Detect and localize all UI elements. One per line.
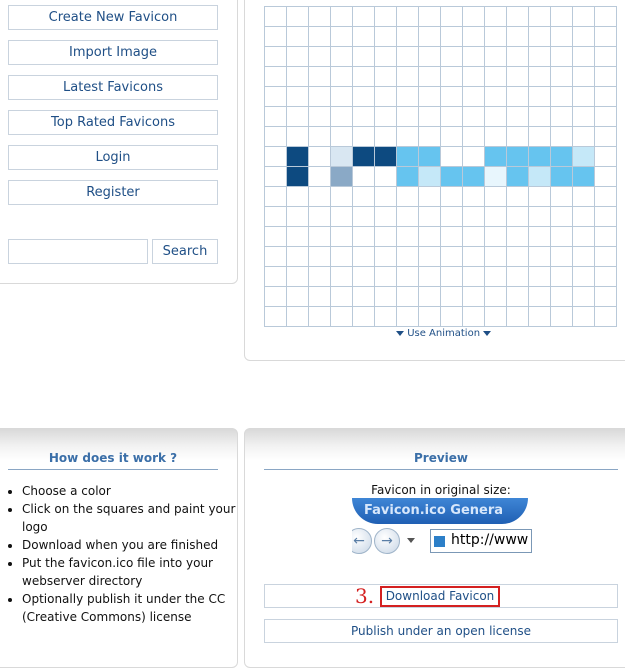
grid-cell[interactable] <box>375 287 397 307</box>
grid-cell[interactable] <box>309 27 331 47</box>
grid-cell[interactable] <box>507 27 529 47</box>
grid-cell[interactable] <box>595 267 617 287</box>
grid-cell[interactable] <box>529 287 551 307</box>
grid-cell[interactable] <box>507 167 529 187</box>
grid-cell[interactable] <box>463 107 485 127</box>
grid-cell[interactable] <box>353 167 375 187</box>
grid-cell[interactable] <box>331 167 353 187</box>
grid-cell[interactable] <box>353 27 375 47</box>
grid-cell[interactable] <box>287 107 309 127</box>
grid-cell[interactable] <box>485 287 507 307</box>
grid-cell[interactable] <box>485 207 507 227</box>
grid-cell[interactable] <box>463 227 485 247</box>
grid-cell[interactable] <box>265 127 287 147</box>
grid-cell[interactable] <box>287 267 309 287</box>
grid-cell[interactable] <box>551 107 573 127</box>
grid-cell[interactable] <box>441 27 463 47</box>
grid-cell[interactable] <box>397 207 419 227</box>
grid-cell[interactable] <box>309 107 331 127</box>
grid-cell[interactable] <box>463 287 485 307</box>
grid-cell[interactable] <box>331 207 353 227</box>
grid-cell[interactable] <box>595 47 617 67</box>
history-dropdown-icon <box>407 538 415 543</box>
grid-cell[interactable] <box>397 167 419 187</box>
grid-cell[interactable] <box>419 307 441 327</box>
grid-cell[interactable] <box>265 187 287 207</box>
grid-cell[interactable] <box>375 267 397 287</box>
grid-cell[interactable] <box>595 127 617 147</box>
grid-cell[interactable] <box>595 67 617 87</box>
grid-cell[interactable] <box>595 307 617 327</box>
step-marker: 3. <box>355 584 375 608</box>
grid-cell[interactable] <box>441 287 463 307</box>
grid-cell[interactable] <box>419 27 441 47</box>
grid-cell[interactable] <box>309 167 331 187</box>
use-animation-toggle[interactable] <box>396 328 491 339</box>
grid-cell[interactable] <box>485 307 507 327</box>
grid-cell[interactable] <box>287 227 309 247</box>
grid-cell[interactable] <box>309 67 331 87</box>
grid-cell[interactable] <box>485 247 507 267</box>
grid-cell[interactable] <box>507 287 529 307</box>
grid-cell[interactable] <box>287 307 309 327</box>
grid-cell[interactable] <box>551 147 573 167</box>
grid-cell[interactable] <box>441 47 463 67</box>
grid-cell[interactable] <box>595 187 617 207</box>
grid-cell[interactable] <box>551 287 573 307</box>
grid-cell[interactable] <box>529 47 551 67</box>
grid-cell[interactable] <box>441 187 463 207</box>
grid-cell[interactable] <box>309 127 331 147</box>
grid-cell[interactable] <box>463 167 485 187</box>
grid-cell[interactable] <box>595 87 617 107</box>
step-item: • Click on the squares and paint your logo <box>22 500 244 536</box>
grid-cell[interactable] <box>485 27 507 47</box>
grid-cell[interactable] <box>551 267 573 287</box>
grid-cell[interactable] <box>309 187 331 207</box>
grid-cell[interactable] <box>375 167 397 187</box>
grid-cell[interactable] <box>397 227 419 247</box>
grid-cell[interactable] <box>287 167 309 187</box>
grid-cell[interactable] <box>507 67 529 87</box>
grid-cell[interactable] <box>551 127 573 147</box>
grid-cell[interactable] <box>463 147 485 167</box>
grid-cell[interactable] <box>375 147 397 167</box>
grid-cell[interactable] <box>463 247 485 267</box>
grid-cell[interactable] <box>397 87 419 107</box>
grid-cell[interactable] <box>353 107 375 127</box>
grid-cell[interactable] <box>441 227 463 247</box>
grid-cell[interactable] <box>397 287 419 307</box>
grid-cell[interactable] <box>529 187 551 207</box>
grid-cell[interactable] <box>353 187 375 207</box>
grid-cell[interactable] <box>287 127 309 147</box>
grid-cell[interactable] <box>551 247 573 267</box>
grid-cell[interactable] <box>331 267 353 287</box>
grid-cell[interactable] <box>397 147 419 167</box>
latest-favicons-button[interactable]: Latest Favicons <box>8 75 218 100</box>
address-bar <box>430 529 532 553</box>
grid-cell[interactable] <box>397 247 419 267</box>
grid-cell[interactable] <box>309 227 331 247</box>
grid-cell[interactable] <box>375 307 397 327</box>
grid-cell[interactable] <box>419 227 441 247</box>
how-it-works-title: How does it work ? <box>8 448 218 470</box>
step-item: • Optionally publish it under the CC (Creative Commons) license <box>22 590 244 626</box>
grid-cell[interactable] <box>551 47 573 67</box>
grid-cell[interactable] <box>397 187 419 207</box>
grid-cell[interactable] <box>375 7 397 27</box>
grid-cell[interactable] <box>331 147 353 167</box>
grid-cell[interactable] <box>419 67 441 87</box>
grid-cell[interactable] <box>595 107 617 127</box>
grid-cell[interactable] <box>265 87 287 107</box>
grid-cell[interactable] <box>397 267 419 287</box>
grid-cell[interactable] <box>375 47 397 67</box>
grid-cell[interactable] <box>419 247 441 267</box>
grid-cell[interactable] <box>265 307 287 327</box>
forward-arrow-icon: → <box>381 533 393 549</box>
grid-cell[interactable] <box>265 107 287 127</box>
create-new-favicon-button[interactable]: Create New Favicon <box>8 5 218 30</box>
import-image-button[interactable]: Import Image <box>8 40 218 65</box>
grid-cell[interactable] <box>397 47 419 67</box>
grid-cell[interactable] <box>507 227 529 247</box>
grid-cell[interactable] <box>287 147 309 167</box>
grid-cell[interactable] <box>551 87 573 107</box>
grid-cell[interactable] <box>419 47 441 67</box>
grid-cell[interactable] <box>309 287 331 307</box>
grid-cell[interactable] <box>507 147 529 167</box>
grid-cell[interactable] <box>507 107 529 127</box>
grid-cell[interactable] <box>463 7 485 27</box>
grid-cell[interactable] <box>375 107 397 127</box>
grid-cell[interactable] <box>529 87 551 107</box>
grid-cell[interactable] <box>397 27 419 47</box>
grid-cell[interactable] <box>529 7 551 27</box>
grid-cell[interactable] <box>573 107 595 127</box>
grid-cell[interactable] <box>265 27 287 47</box>
search-button[interactable]: Search <box>152 239 218 264</box>
grid-cell[interactable] <box>287 47 309 67</box>
grid-cell[interactable] <box>375 247 397 267</box>
grid-cell[interactable] <box>309 7 331 27</box>
grid-cell[interactable] <box>441 107 463 127</box>
grid-cell[interactable] <box>419 87 441 107</box>
grid-cell[interactable] <box>265 7 287 27</box>
grid-cell[interactable] <box>595 27 617 47</box>
grid-cell[interactable] <box>353 267 375 287</box>
grid-cell[interactable] <box>265 147 287 167</box>
grid-cell[interactable] <box>375 67 397 87</box>
grid-cell[interactable] <box>375 207 397 227</box>
grid-cell[interactable] <box>265 287 287 307</box>
grid-cell[interactable] <box>573 67 595 87</box>
grid-cell[interactable] <box>353 47 375 67</box>
search-input[interactable] <box>8 239 148 264</box>
grid-cell[interactable] <box>331 47 353 67</box>
grid-cell[interactable] <box>595 247 617 267</box>
grid-cell[interactable] <box>287 27 309 47</box>
grid-cell[interactable] <box>595 167 617 187</box>
grid-cell[interactable] <box>287 87 309 107</box>
grid-cell[interactable] <box>419 287 441 307</box>
grid-cell[interactable] <box>573 307 595 327</box>
grid-cell[interactable] <box>507 267 529 287</box>
grid-cell[interactable] <box>485 67 507 87</box>
grid-cell[interactable] <box>463 27 485 47</box>
grid-cell[interactable] <box>287 247 309 267</box>
grid-cell[interactable] <box>573 27 595 47</box>
grid-cell[interactable] <box>353 7 375 27</box>
grid-cell[interactable] <box>573 207 595 227</box>
grid-cell[interactable] <box>573 167 595 187</box>
grid-cell[interactable] <box>309 307 331 327</box>
grid-cell[interactable] <box>331 227 353 247</box>
grid-cell[interactable] <box>419 107 441 127</box>
grid-cell[interactable] <box>441 167 463 187</box>
grid-cell[interactable] <box>529 67 551 87</box>
grid-cell[interactable] <box>529 127 551 147</box>
grid-cell[interactable] <box>287 7 309 27</box>
grid-cell[interactable] <box>375 87 397 107</box>
preview-label: Favicon in original size: <box>371 483 511 497</box>
grid-cell[interactable] <box>353 227 375 247</box>
grid-cell[interactable] <box>331 287 353 307</box>
grid-cell[interactable] <box>441 7 463 27</box>
register-button[interactable]: Register <box>8 180 218 205</box>
grid-cell[interactable] <box>529 167 551 187</box>
grid-cell[interactable] <box>573 87 595 107</box>
grid-cell[interactable] <box>419 7 441 27</box>
browser-titlebar <box>352 498 528 524</box>
grid-cell[interactable] <box>485 187 507 207</box>
grid-cell[interactable] <box>353 207 375 227</box>
grid-cell[interactable] <box>353 147 375 167</box>
step-item: • Choose a color <box>22 482 244 500</box>
grid-cell[interactable] <box>265 207 287 227</box>
grid-cell[interactable] <box>507 207 529 227</box>
grid-cell[interactable] <box>353 127 375 147</box>
grid-cell[interactable] <box>287 67 309 87</box>
grid-cell[interactable] <box>287 187 309 207</box>
grid-cell[interactable] <box>353 287 375 307</box>
grid-cell[interactable] <box>419 167 441 187</box>
grid-cell[interactable] <box>595 207 617 227</box>
favicon-preview-icon <box>434 536 445 547</box>
grid-cell[interactable] <box>573 47 595 67</box>
grid-cell[interactable] <box>419 127 441 147</box>
grid-cell[interactable] <box>485 127 507 147</box>
grid-cell[interactable] <box>353 307 375 327</box>
grid-cell[interactable] <box>397 307 419 327</box>
step-item: • Download when you are finished <box>22 536 244 554</box>
grid-cell[interactable] <box>353 67 375 87</box>
grid-cell[interactable] <box>265 227 287 247</box>
step-item: • Put the favicon.ico file into your webserver directory <box>22 554 244 590</box>
grid-cell[interactable] <box>331 27 353 47</box>
grid-cell[interactable] <box>529 227 551 247</box>
grid-cell[interactable] <box>463 47 485 67</box>
grid-cell[interactable] <box>331 307 353 327</box>
grid-cell[interactable] <box>419 147 441 167</box>
grid-cell[interactable] <box>529 267 551 287</box>
grid-cell[interactable] <box>397 127 419 147</box>
pixel-grid[interactable] <box>264 6 617 327</box>
grid-cell[interactable] <box>485 147 507 167</box>
grid-cell[interactable] <box>331 67 353 87</box>
publish-open-license-button[interactable]: Publish under an open license <box>264 619 618 643</box>
grid-cell[interactable] <box>441 207 463 227</box>
grid-cell[interactable] <box>331 187 353 207</box>
grid-cell[interactable] <box>441 267 463 287</box>
grid-cell[interactable] <box>551 187 573 207</box>
grid-cell[interactable] <box>331 107 353 127</box>
address-text: http://www <box>451 532 529 548</box>
grid-cell[interactable] <box>265 67 287 87</box>
grid-cell[interactable] <box>309 247 331 267</box>
grid-cell[interactable] <box>419 207 441 227</box>
grid-cell[interactable] <box>287 207 309 227</box>
grid-cell[interactable] <box>441 87 463 107</box>
grid-cell[interactable] <box>463 127 485 147</box>
grid-cell[interactable] <box>507 187 529 207</box>
grid-cell[interactable] <box>463 207 485 227</box>
grid-cell[interactable] <box>573 227 595 247</box>
grid-cell[interactable] <box>309 87 331 107</box>
top-rated-favicons-button[interactable]: Top Rated Favicons <box>8 110 218 135</box>
grid-cell[interactable] <box>265 167 287 187</box>
grid-cell[interactable] <box>551 227 573 247</box>
grid-cell[interactable] <box>265 267 287 287</box>
grid-cell[interactable] <box>507 247 529 267</box>
grid-cell[interactable] <box>573 247 595 267</box>
grid-cell[interactable] <box>309 47 331 67</box>
grid-cell[interactable] <box>463 67 485 87</box>
grid-cell[interactable] <box>507 307 529 327</box>
back-arrow-icon: ← <box>353 533 365 549</box>
grid-cell[interactable] <box>573 127 595 147</box>
grid-cell[interactable] <box>397 107 419 127</box>
grid-cell[interactable] <box>485 107 507 127</box>
grid-cell[interactable] <box>551 27 573 47</box>
triangle-down-icon <box>483 331 491 336</box>
grid-cell[interactable] <box>375 27 397 47</box>
grid-cell[interactable] <box>309 147 331 167</box>
grid-cell[interactable] <box>441 307 463 327</box>
preview-title: Preview <box>264 448 618 470</box>
grid-cell[interactable] <box>529 207 551 227</box>
grid-cell[interactable] <box>507 87 529 107</box>
grid-cell[interactable] <box>353 87 375 107</box>
grid-cell[interactable] <box>441 67 463 87</box>
grid-cell[interactable] <box>529 27 551 47</box>
grid-cell[interactable] <box>507 127 529 147</box>
grid-cell[interactable] <box>375 127 397 147</box>
grid-cell[interactable] <box>309 207 331 227</box>
grid-cell[interactable] <box>485 267 507 287</box>
grid-cell[interactable] <box>529 247 551 267</box>
triangle-down-icon <box>396 331 404 336</box>
download-favicon-button[interactable]: Download Favicon <box>380 586 500 607</box>
grid-cell[interactable] <box>397 67 419 87</box>
grid-cell[interactable] <box>441 247 463 267</box>
grid-cell[interactable] <box>441 147 463 167</box>
grid-cell[interactable] <box>331 87 353 107</box>
grid-cell[interactable] <box>551 307 573 327</box>
grid-cell[interactable] <box>397 7 419 27</box>
browser-preview <box>352 498 532 560</box>
login-button[interactable]: Login <box>8 145 218 170</box>
grid-cell[interactable] <box>463 87 485 107</box>
grid-cell[interactable] <box>573 267 595 287</box>
grid-cell[interactable] <box>573 7 595 27</box>
grid-cell[interactable] <box>353 247 375 267</box>
grid-cell[interactable] <box>529 147 551 167</box>
grid-cell[interactable] <box>551 67 573 87</box>
grid-cell[interactable] <box>287 287 309 307</box>
grid-cell[interactable] <box>573 287 595 307</box>
grid-cell[interactable] <box>529 307 551 327</box>
grid-cell[interactable] <box>551 7 573 27</box>
grid-cell[interactable] <box>551 207 573 227</box>
grid-cell[interactable] <box>485 227 507 247</box>
how-it-works-steps <box>8 482 244 626</box>
grid-cell[interactable] <box>331 247 353 267</box>
grid-cell[interactable] <box>595 287 617 307</box>
grid-cell[interactable] <box>419 187 441 207</box>
grid-cell[interactable] <box>265 47 287 67</box>
grid-cell[interactable] <box>309 267 331 287</box>
grid-cell[interactable] <box>463 187 485 207</box>
grid-cell[interactable] <box>463 267 485 287</box>
grid-cell[interactable] <box>331 127 353 147</box>
grid-cell[interactable] <box>485 167 507 187</box>
use-animation-label: Use Animation <box>407 328 481 339</box>
grid-cell[interactable] <box>595 7 617 27</box>
grid-cell[interactable] <box>463 307 485 327</box>
grid-cell[interactable] <box>441 127 463 147</box>
grid-cell[interactable] <box>573 147 595 167</box>
grid-cell[interactable] <box>485 87 507 107</box>
grid-cell[interactable] <box>507 7 529 27</box>
grid-cell[interactable] <box>507 47 529 67</box>
grid-cell[interactable] <box>375 227 397 247</box>
grid-cell[interactable] <box>375 187 397 207</box>
grid-cell[interactable] <box>265 247 287 267</box>
grid-cell[interactable] <box>573 187 595 207</box>
browser-title: Favicon.ico Genera <box>364 503 504 518</box>
grid-cell[interactable] <box>485 47 507 67</box>
grid-cell[interactable] <box>595 227 617 247</box>
grid-cell[interactable] <box>595 147 617 167</box>
grid-cell[interactable] <box>419 267 441 287</box>
grid-cell[interactable] <box>331 7 353 27</box>
grid-cell[interactable] <box>529 107 551 127</box>
grid-cell[interactable] <box>485 7 507 27</box>
grid-cell[interactable] <box>551 167 573 187</box>
